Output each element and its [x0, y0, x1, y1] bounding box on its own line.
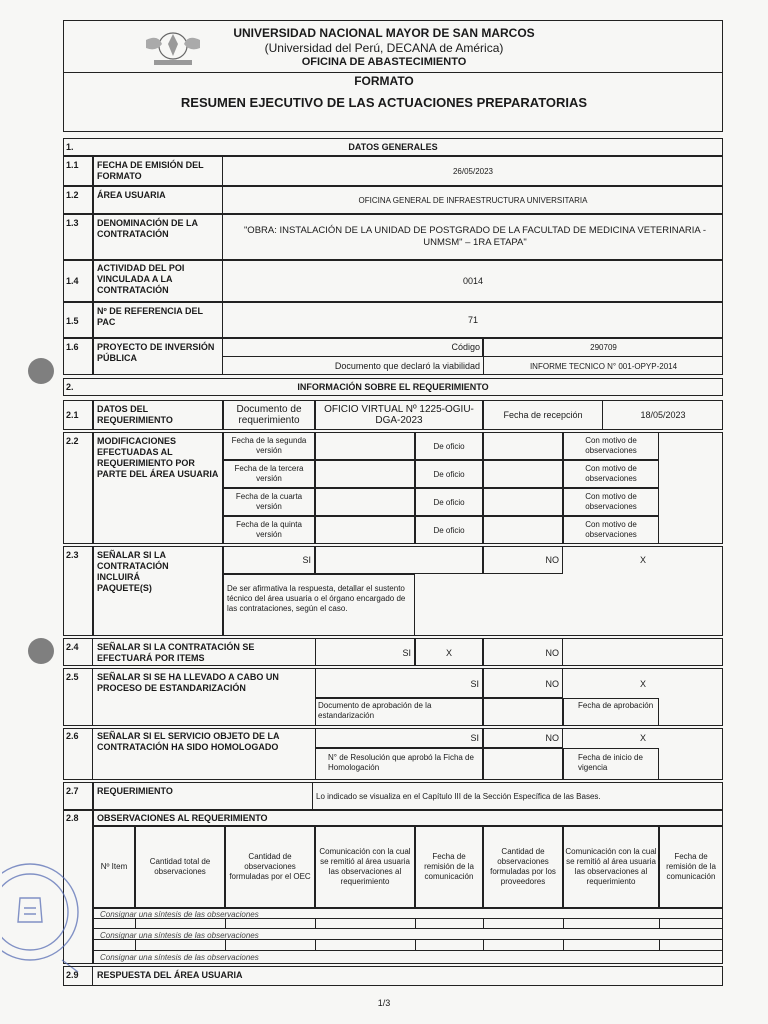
row-number: 2.5	[66, 672, 79, 682]
row-number: 1.2	[66, 190, 79, 200]
cell-divider	[659, 940, 660, 951]
row-label: PROYECTO DE INVERSIÓN PÚBLICA	[97, 342, 215, 363]
row-label: REQUERIMIENTO	[97, 786, 173, 796]
de-oficio-label: De oficio	[433, 525, 465, 535]
cell	[483, 460, 563, 488]
no-label: NO	[545, 679, 559, 689]
punch-hole	[28, 638, 54, 664]
requirement-value: Lo indicado se visualiza en el Capítulo III de la Sección Específica de las Bases.	[316, 791, 601, 801]
poi-activity: 0014	[462, 275, 484, 286]
con-motivo-label: Con motivo de observaciones	[585, 464, 637, 483]
synthesis-hint: Consignar una síntesis de las observaciones	[100, 910, 259, 919]
row-number: 2.7	[66, 786, 79, 796]
row-number: 1.3	[66, 218, 79, 228]
viability-doc-label: Documento que declaró la viabilidad	[334, 361, 480, 371]
cell	[315, 432, 415, 460]
col-header-label: Fecha de remisión de la comunicación	[424, 852, 474, 881]
col-header-label: Fecha de remisión de la comunicación	[666, 852, 716, 881]
page-number: 1/3	[377, 998, 391, 1008]
code-value: 290709	[590, 343, 617, 352]
formato-label: FORMATO	[354, 74, 414, 88]
requirement-doc-label: Documento de requerimiento	[236, 404, 302, 426]
cell-divider	[315, 919, 316, 929]
col-header-label: Cantidad total de observaciones	[149, 857, 211, 876]
requirement-doc-value: OFICIO VIRTUAL Nº 1225-OGIU-DGA-2023	[324, 404, 474, 426]
row-number: 1.6	[66, 342, 79, 352]
row-label: DATOS DEL REQUERIMIENTO	[97, 404, 173, 425]
office-seal-stamp	[2, 850, 88, 980]
cell	[315, 488, 415, 516]
si-label: SI	[470, 679, 479, 689]
section-number: 1.	[66, 142, 74, 152]
row-number: 2.8	[66, 813, 79, 823]
row-number: 2.2	[66, 436, 79, 446]
cell	[483, 516, 563, 544]
cell-divider	[563, 919, 564, 929]
contract-name: "OBRA: INSTALACIÓN DE LA UNIDAD DE POSTGRADO DE LA FACULTAD DE MEDICINA VETERINARIA - UNMSM" – 1RA ETAPA"	[243, 225, 707, 248]
cell-divider	[483, 919, 484, 929]
no-mark: X	[639, 555, 646, 565]
row-label: RESPUESTA DEL ÁREA USUARIA	[97, 970, 243, 980]
row-label: MODIFICACIONES EFECTUADAS AL REQUERIMIENTO POR PARTE DEL ÁREA USUARIA	[97, 436, 219, 479]
emission-date: 26/05/2023	[452, 166, 494, 176]
standardization-doc-label: Documento de aprobación de la estandarización	[318, 701, 432, 720]
section-number: 2.	[66, 382, 74, 392]
version-label: Fecha de la cuarta versión	[235, 492, 303, 511]
no-label: NO	[545, 555, 559, 565]
num-cell	[63, 432, 93, 544]
cell-divider	[225, 919, 226, 929]
si-mark: X	[445, 648, 452, 658]
synthesis-hint: Consignar una síntesis de las observaciones	[100, 953, 259, 962]
row-label: FECHA DE EMISIÓN DEL FORMATO	[97, 160, 204, 181]
pac-reference: 71	[467, 314, 478, 325]
cell-divider	[415, 919, 416, 929]
no-mark: X	[639, 679, 646, 689]
table-row	[93, 919, 723, 929]
row-label: SEÑALAR SI SE HA LLEVADO A CABO UN PROCESO DE ESTANDARIZACIÓN	[97, 672, 279, 693]
cell	[315, 546, 483, 574]
de-oficio-label: De oficio	[433, 497, 465, 507]
row-label: Nº DE REFERENCIA DEL PAC	[97, 306, 203, 327]
row-number: 2.3	[66, 550, 79, 560]
cell-divider	[315, 940, 316, 951]
con-motivo-label: Con motivo de observaciones	[585, 436, 637, 455]
col-header-label: Cantidad de observaciones formuladas por los proveedores	[490, 847, 556, 886]
cell	[315, 516, 415, 544]
de-oficio-label: De oficio	[433, 441, 465, 451]
no-mark: X	[639, 733, 646, 743]
homologation-doc-label: N° de Resolución que aprobó la Ficha de Homologación	[328, 753, 474, 772]
cell-divider	[135, 919, 136, 929]
cell	[483, 432, 563, 460]
con-motivo-label: Con motivo de observaciones	[585, 520, 637, 539]
office-name: OFICINA DE ABASTECIMIENTO	[301, 56, 467, 68]
user-area: OFICINA GENERAL DE INFRAESTRUCTURA UNIVERSITARIA	[358, 195, 588, 205]
cell	[483, 748, 563, 780]
si-label: SI	[402, 648, 411, 658]
row-number: 1.4	[66, 276, 79, 286]
col-header-label: Comunicación con la cual se remitió al área usuaria las observaciones al requerimiento	[565, 847, 657, 886]
paquete-note: De ser afirmativa la respuesta, detallar el sustento técnico del área usuaria o el órgano encargado de las contrataciones, según el caso.	[227, 584, 406, 613]
col-header-label: Comunicación con la cual se remitió al área usuaria las observaciones al requerimiento	[319, 847, 411, 886]
approval-date-label: Fecha de aprobación	[578, 701, 654, 710]
university-subtitle: (Universidad del Perú, DECANA de América)	[264, 41, 504, 55]
synthesis-hint: Consignar una síntesis de las observaciones	[100, 931, 259, 940]
cell	[483, 488, 563, 516]
cell	[483, 698, 563, 726]
cell-divider	[563, 940, 564, 951]
row-number: 2.4	[66, 642, 79, 652]
row-number: 2.9	[66, 970, 79, 980]
de-oficio-label: De oficio	[433, 469, 465, 479]
cell-divider	[483, 940, 484, 951]
version-label: Fecha de la tercera versión	[234, 464, 304, 483]
cell-divider	[659, 919, 660, 929]
row-label: DENOMINACIÓN DE LA CONTRATACIÓN	[97, 218, 198, 239]
si-label: SI	[470, 733, 479, 743]
row-number: 2.6	[66, 731, 79, 741]
cell	[315, 460, 415, 488]
university-name: UNIVERSIDAD NACIONAL MAYOR DE SAN MARCOS	[233, 26, 535, 40]
si-label: SI	[302, 555, 311, 565]
cell-divider	[415, 940, 416, 951]
no-label: NO	[545, 648, 559, 658]
reception-date-label: Fecha de recepción	[503, 409, 583, 420]
col-header-label: Cantidad de observaciones formuladas por el OEC	[229, 852, 311, 881]
cell-divider	[135, 940, 136, 951]
row-number: 1.5	[66, 316, 79, 326]
no-label: NO	[545, 733, 559, 743]
version-label: Fecha de la quinta versión	[236, 520, 302, 539]
page-title: RESUMEN EJECUTIVO DE LAS ACTUACIONES PREPARATORIAS	[180, 95, 588, 110]
table-row	[93, 940, 723, 951]
row-number: 1.1	[66, 160, 79, 170]
reception-date-value: 18/05/2023	[640, 409, 686, 420]
cell-divider	[225, 940, 226, 951]
viability-doc-value: INFORME TECNICO N° 001-OPYP-2014	[529, 362, 678, 371]
section-title: DATOS GENERALES	[348, 142, 438, 152]
row-label: SEÑALAR SI EL SERVICIO OBJETO DE LA CONTRATACIÓN HA SIDO HOMOLOGADO	[97, 731, 280, 752]
validity-date-label: Fecha de inicio de vigencia	[578, 753, 643, 772]
row-label: OBSERVACIONES AL REQUERIMIENTO	[97, 813, 268, 823]
row-label: ÁREA USUARIA	[97, 190, 166, 200]
row-number: 2.1	[66, 410, 79, 420]
row-label: SEÑALAR SI LA CONTRATACIÓN SE EFECTUARÁ POR ITEMS	[97, 642, 255, 663]
section-title: INFORMACIÓN SOBRE EL REQUERIMIENTO	[297, 382, 489, 392]
row-label: ACTIVIDAD DEL POI VINCULADA A LA CONTRATACIÓN	[97, 263, 185, 295]
con-motivo-label: Con motivo de observaciones	[585, 492, 637, 511]
code-label: Código	[451, 342, 480, 352]
row-label: SEÑALAR SI LA CONTRATACIÓN INCLUIRÁ PAQUETE(S)	[97, 550, 169, 593]
version-label: Fecha de la segunda versión	[231, 436, 307, 455]
punch-hole	[28, 358, 54, 384]
col-header-label: Nº Item	[100, 862, 128, 871]
